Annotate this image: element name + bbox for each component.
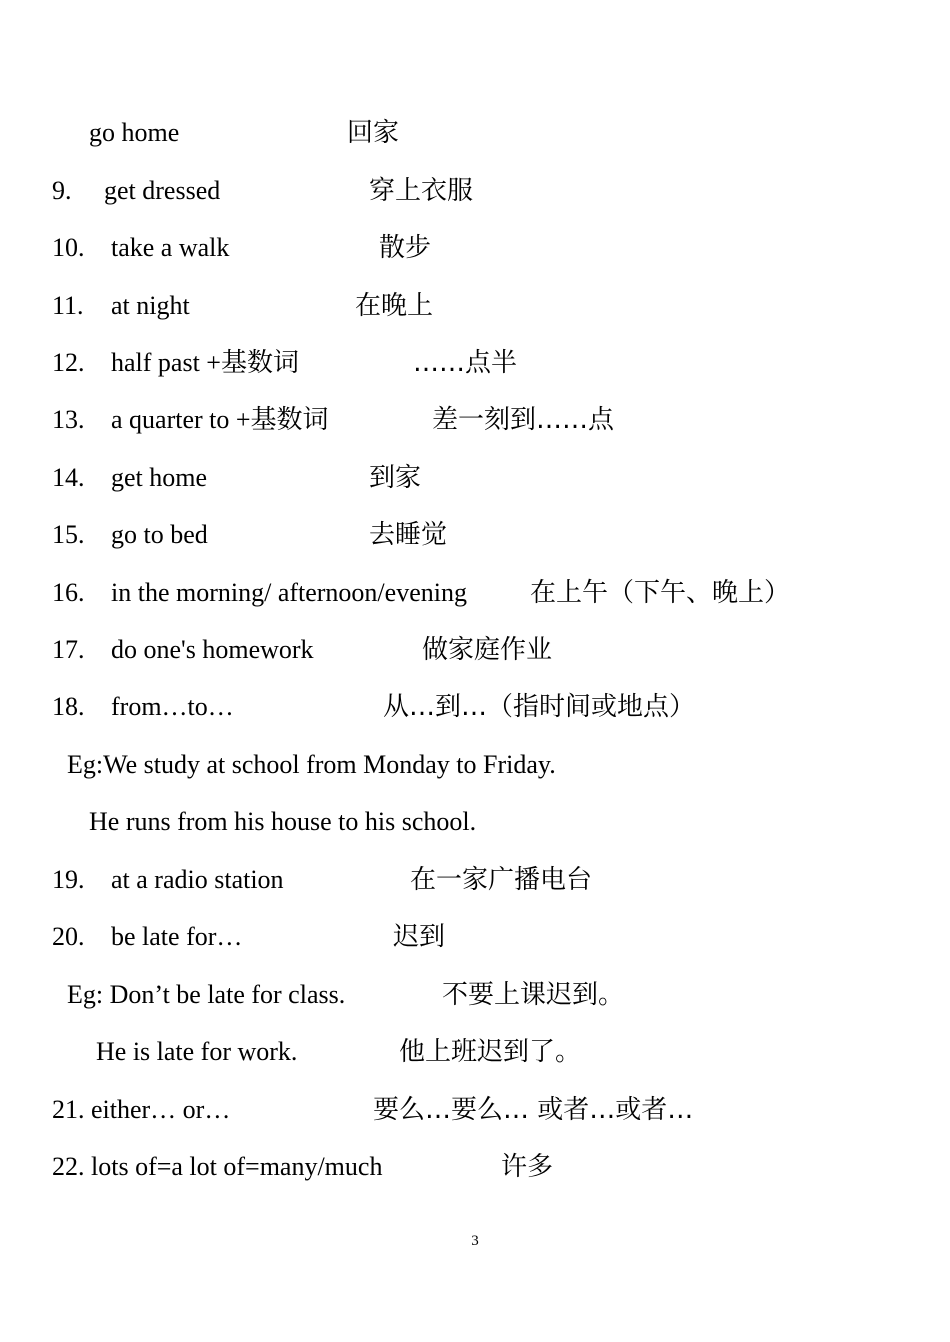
- entry-number: 15.: [52, 520, 85, 549]
- entry-number: 12.: [52, 348, 85, 377]
- example-translation: 不要上课迟到。: [442, 980, 625, 1010]
- english-phrase: take a walk: [111, 233, 230, 262]
- chinese-meaning: 到家: [369, 463, 422, 493]
- chinese-meaning: 从…到…（指时间或地点）: [383, 692, 696, 722]
- entry-number: 11.: [52, 291, 84, 320]
- chinese-meaning: 散步: [379, 233, 432, 263]
- chinese-meaning: 在一家广播电台: [410, 865, 593, 895]
- entry-number: 9.: [52, 176, 72, 205]
- english-phrase: go to bed: [111, 520, 208, 549]
- entry-number: 10.: [52, 233, 85, 262]
- example-sentence: Eg: Don’t be late for class.: [67, 980, 346, 1009]
- example-sentence: Eg:We study at school from Monday to Friday.: [67, 750, 556, 779]
- entry-number: 18.: [52, 692, 85, 721]
- chinese-meaning: 回家: [347, 118, 400, 148]
- english-phrase: get dressed: [104, 176, 221, 205]
- entry-number: 19.: [52, 865, 85, 894]
- chinese-meaning: 要么…要么… 或者…或者…: [373, 1095, 694, 1125]
- english-phrase: at a radio station: [111, 865, 284, 894]
- example-sentence: He is late for work.: [96, 1037, 298, 1066]
- page-number: 3: [471, 1233, 479, 1249]
- chinese-meaning: 在晚上: [355, 291, 434, 321]
- chinese-meaning: ……点半: [413, 348, 518, 378]
- chinese-meaning: 去睡觉: [369, 520, 448, 550]
- english-phrase: 21. either… or…: [52, 1095, 231, 1124]
- chinese-meaning: 迟到: [393, 922, 446, 952]
- chinese-meaning: 做家庭作业: [422, 635, 553, 665]
- example-sentence: He runs from his house to his school.: [89, 807, 477, 836]
- entry-number: 17.: [52, 635, 85, 664]
- entry-number: 20.: [52, 922, 85, 951]
- english-phrase: do one's homework: [111, 635, 314, 664]
- english-phrase: half past +基数词: [111, 348, 299, 377]
- english-phrase: 22. lots of=a lot of=many/much: [52, 1152, 383, 1181]
- english-phrase: from…to…: [111, 692, 234, 721]
- english-phrase: be late for…: [111, 922, 243, 951]
- example-translation: 他上班迟到了。: [399, 1037, 582, 1067]
- english-phrase: a quarter to +基数词: [111, 405, 329, 434]
- chinese-meaning: 穿上衣服: [369, 176, 474, 206]
- entry-number: 16.: [52, 578, 85, 607]
- english-phrase: get home: [111, 463, 208, 492]
- chinese-meaning: 在上午（下午、晚上）: [530, 578, 791, 608]
- english-phrase: go home: [89, 118, 180, 147]
- chinese-meaning: 许多: [501, 1152, 554, 1182]
- chinese-meaning: 差一刻到……点: [432, 405, 615, 435]
- english-phrase: in the morning/ afternoon/evening: [111, 578, 467, 607]
- english-phrase: at night: [111, 291, 190, 320]
- entry-number: 14.: [52, 463, 85, 492]
- entry-number: 13.: [52, 405, 85, 434]
